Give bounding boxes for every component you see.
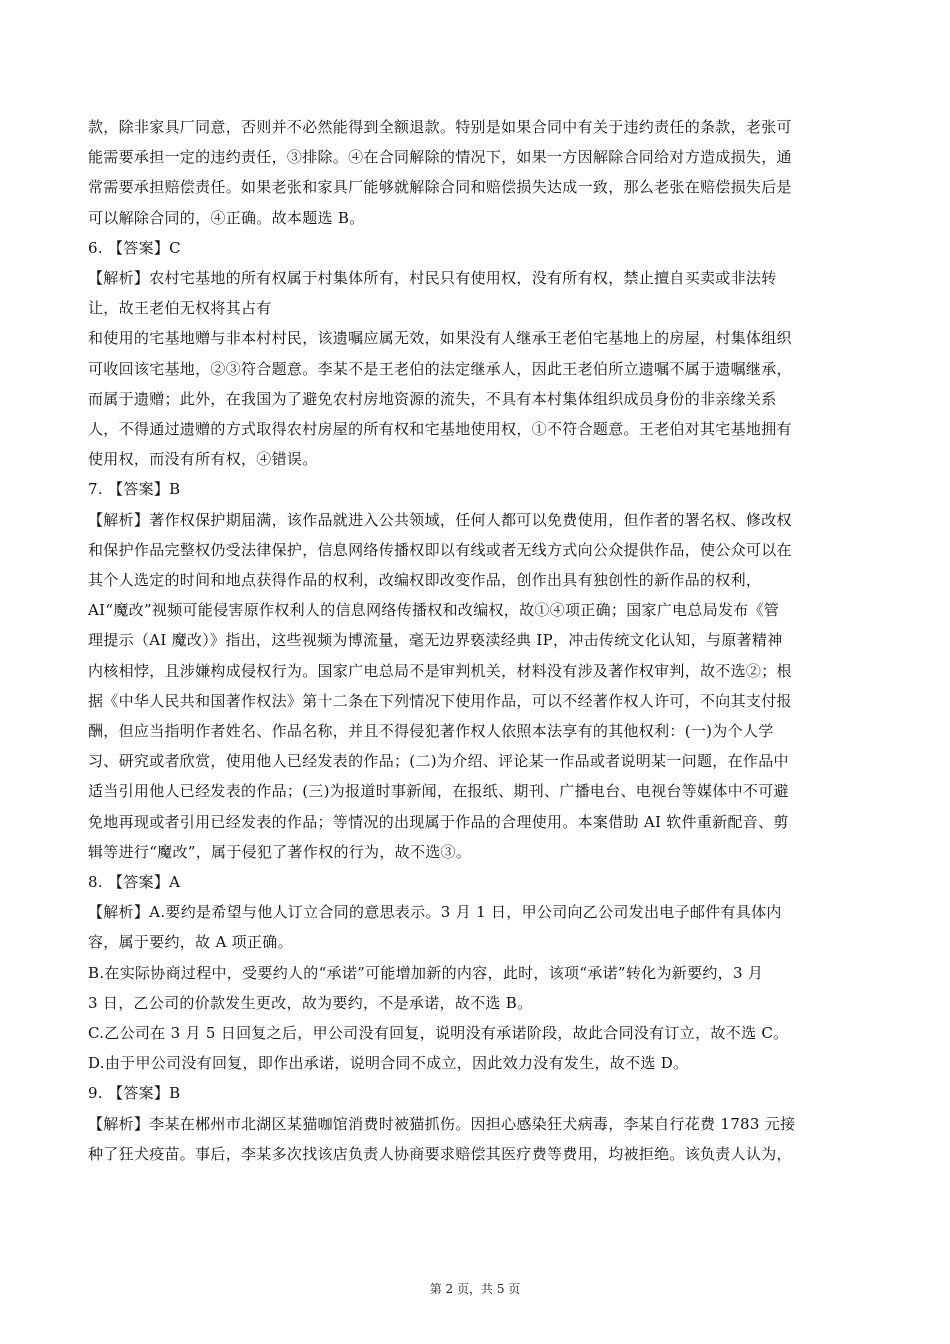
text-line: 【解析】A.要约是希望与他人订立合同的意思表示。3 月 1 日，甲公司向乙公司发出电子邮件有具体内 [88,903,782,922]
text-line: 3 日，乙公司的价款发生更改，故为要约，不是承诺，故不选 B。 [88,993,533,1012]
text-line: AI“魔改”视频可能侵害原作权利人的信息网络传播权和改编权，故①④项正确；国家广电总局发布《管 [88,601,780,620]
text-line: 习、研究或者欣赏，使用他人已经发表的作品；(二)为介绍、评论某一作品或者说明某一问题，在作品中 [88,752,789,771]
text-line: 常需要承担赔偿责任。如果老张和家具厂能够就解除合同和赔偿损失达成一致，那么老张在赔偿损失后是 [88,178,792,197]
text-line: 可收回该宅基地，②③符合题意。李某不是王老伯的法定继承人，因此王老伯所立遗嘱不属于遗嘱继承， [88,359,792,378]
text-line: 种了狂犬疫苗。事后，李某多次找该店负责人协商要求赔偿其医疗费等费用，均被拒绝。该负责人认为， [88,1144,792,1163]
text-line: 使用权，而没有所有权，④错误。 [88,450,318,469]
page-footer: 第 2 页，共 5 页 [429,1282,521,1296]
text-line: 9. 【答案】B [88,1084,181,1103]
text-line: 能需要承担一定的违约责任，③排除。④在合同解除的情况下，如果一方因解除合同给对方造成损失，通 [88,148,792,167]
text-line: 据《中华人民共和国著作权法》第十二条在下列情况下使用作品，可以不经著作权人许可，不向其支付报 [88,691,792,710]
text-line: C.乙公司在 3 月 5 日回复之后，甲公司没有回复，说明没有承诺阶段，故此合同没有订立，故不选 C。 [88,1024,789,1042]
text-line: 和使用的宅基地赠与非本村村民，该遗嘱应属无效，如果没有人继承王老伯宅基地上的房屋，村集体组织 [88,329,792,348]
text-line: 8. 【答案】A [88,873,181,891]
text-line: 【解析】农村宅基地的所有权属于村集体所有，村民只有使用权，没有所有权，禁止擅自买卖或非法转 [88,269,777,287]
text-line: 辑等进行“魔改”，属于侵犯了著作权的行为，故不选③。 [88,842,472,861]
text-line: 酬，但应当指明作者姓名、作品名称，并且不得侵犯著作权人依照本法享有的其他权利：(一)为个人学 [88,722,774,740]
text-line: 而属于遗赠；此外，在我国为了避免农村房地资源的流失，不具有本村集体组织成员身份的非亲缘关系 [88,389,777,408]
text-line: 7. 【答案】B [88,480,181,499]
text-line: 其个人选定的时间和地点获得作品的权利，改编权即改变作品，创作出具有独创性的新作品的权利， [88,571,762,589]
text-line: D.由于甲公司没有回复，即作出承诺，说明合同不成立，因此效力没有发生，故不选 D。 [88,1054,689,1073]
text-line: 可以解除合同的，④正确。故本题选 B。 [88,208,365,227]
text-line: 免地再现或者引用已经发表的作品；等情况的出现属于作品的合理使用。本案借助 AI 软件重新配音、剪 [88,812,789,831]
text-line: 款，除非家具厂同意，否则并不必然能得到全额退款。特别是如果合同中有关于违约责任的条款，老张可 [88,118,792,136]
text-line: 适当引用他人已经发表的作品；(三)为报道时事新闻，在报纸、期刊、广播电台、电视台等媒体中不可避 [88,782,789,801]
text-line: 和保护作品完整权仍受法律保护，信息网络传播权即以有线或者无线方式向公众提供作品，使公众可以在 [88,540,792,559]
text-line: B.在实际协商过程中，受要约人的“承诺”可能增加新的内容，此时，该项“承诺”转化为新要约，3 月 [88,963,764,982]
text-line: 内核相悖，且涉嫌构成侵权行为。国家广电总局不是审判机关，材料没有涉及著作权审判，故不选②；根 [88,661,792,680]
text-line: 【解析】李某在郴州市北湖区某猫咖馆消费时被猫抓伤。因担心感染狂犬病毒，李某自行花费 1783 元接 [88,1114,796,1133]
text-line: 【解析】著作权保护期届满，该作品就进入公共领域，任何人都可以免费使用，但作者的署名权、修改权 [88,510,792,529]
text-line: 人，不得通过遗赠的方式取得农村房屋的所有权和宅基地使用权，①不符合题意。王老伯对其宅基地拥有 [88,420,792,438]
text-line: 理提示（AI 魔改）》指出，这些视频为博流量，毫无边界亵渎经典 IP，冲击传统文化认知，与原著精神 [88,631,783,650]
text-line: 6. 【答案】C [88,238,181,257]
text-line: 让，故王老伯无权将其占有 [88,299,272,318]
text-line: 容，属于要约，故 A 项正确。 [88,933,293,952]
